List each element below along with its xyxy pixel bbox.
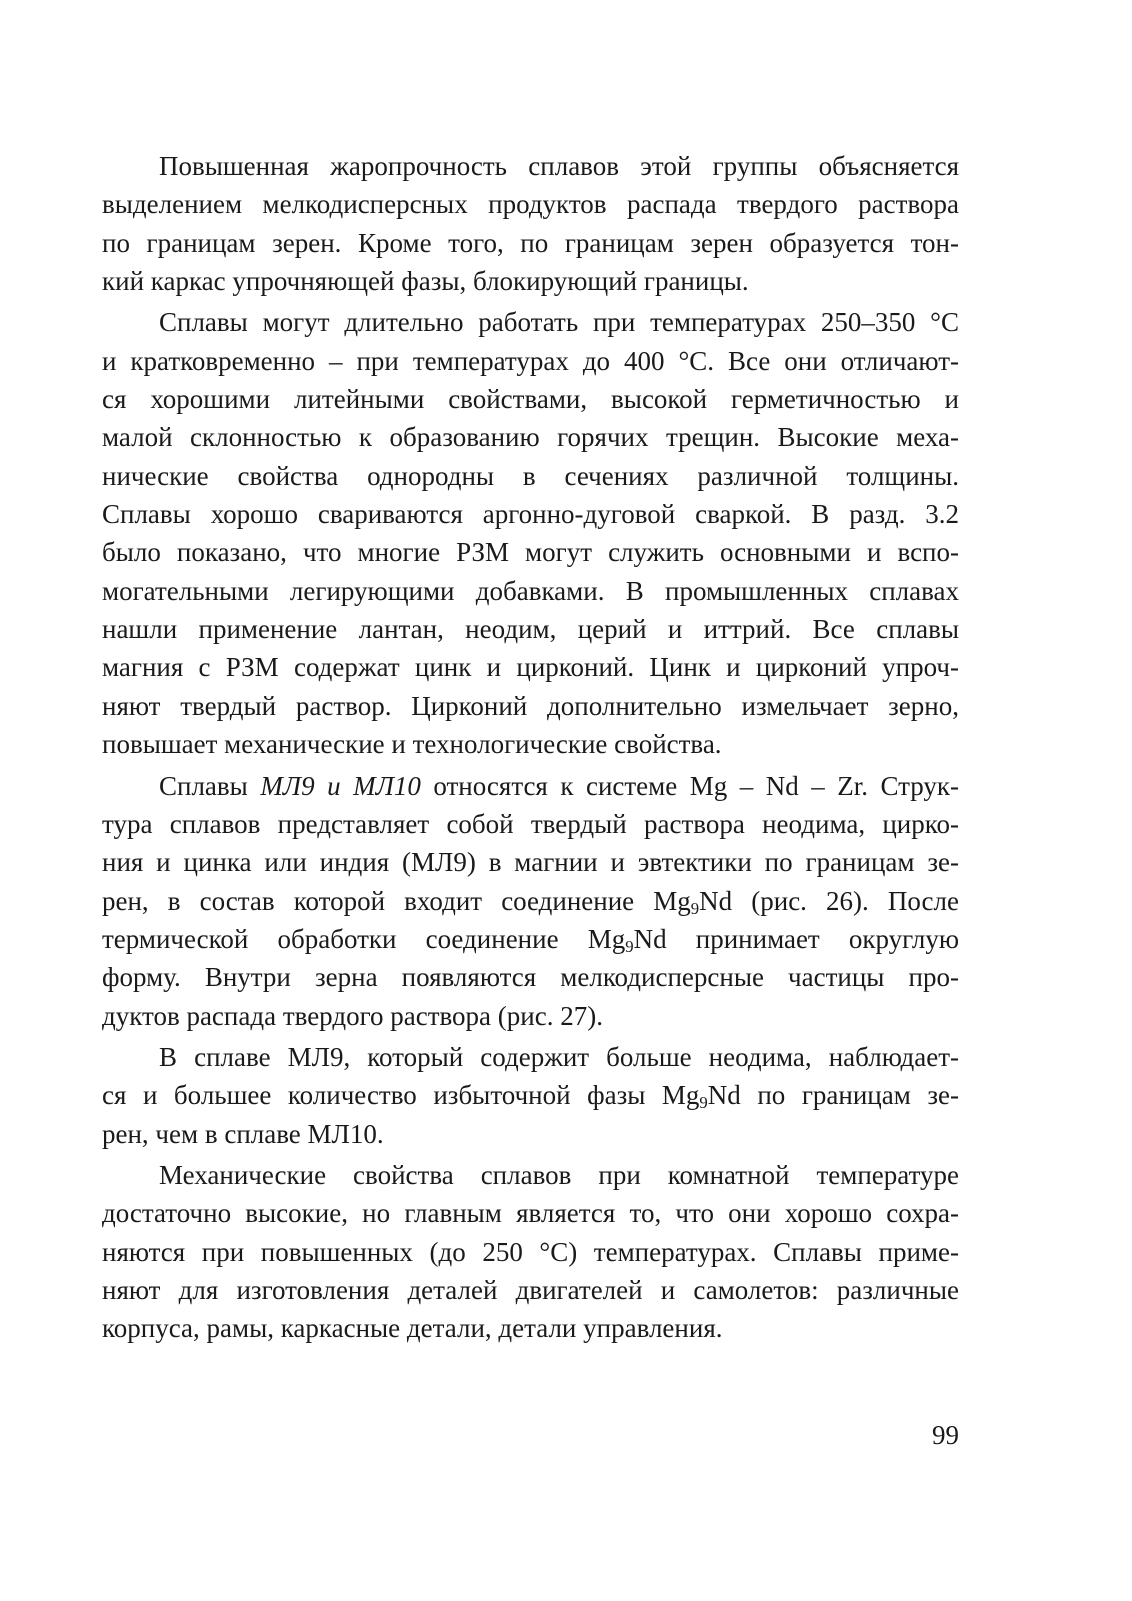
paragraph-4 [102,1038,959,1153]
alloy-names-italic: МЛ9 и МЛ10 [260,770,421,801]
text-line: было показано, что многие РЗМ могут служить основными и вспо- [102,537,959,568]
text-run: Nd (рис. 26). После [699,885,959,916]
text-line [102,882,959,920]
text-line [102,767,959,805]
text-line: Повышенная жаропрочность сплавов этой группы объясняется [159,151,959,181]
text-line: рен, чем в сплаве МЛ10. [102,1118,384,1149]
text-run: Сплавы [159,770,261,801]
text-run: термической обработки соединение Mg [102,923,626,954]
body-text [102,147,959,1348]
text-line: няются при повышенных (до 250 °С) температурах. Сплавы приме- [102,1236,959,1267]
paragraph-3 [102,767,959,1035]
text-line: Сплавы могут длительно работать при температурах 250–350 °С [159,307,959,338]
text-line: ния и цинка или индия (МЛ9) в магнии и эвтектики по границам зе- [102,847,959,878]
text-line: и кратковременно – при температурах до 400 °С. Все они отличают- [102,345,959,376]
page-number: 99 [932,1420,959,1450]
text-line: В сплаве МЛ9, который содержит больше неодима, наблюдает- [159,1041,959,1072]
text-line: Сплавы хорошо свариваются аргонно-дуговой сваркой. В разд. 3.2 [102,499,959,530]
text-line: тура сплавов представляет собой твердый раствора неодима, цирко- [102,808,959,839]
text-line [102,1076,959,1114]
text-run: Nd принимает округлую [633,923,960,954]
subscript: 9 [625,937,634,957]
subscript: 9 [690,898,700,918]
text-line: по границам зерен. Кроме того, по границам зерен образуется тон- [102,227,959,258]
text-line: няют твердый раствор. Цирконий дополнительно измельчает зерно, [102,690,959,721]
text-run: ся и большее количество избыточной фазы Mg [102,1080,700,1111]
text-line: ся хорошими литейными свойствами, высокой герметичностью и [102,384,959,415]
text-line: корпуса, рамы, каркасные детали, детали управления. [102,1313,723,1344]
text-line: малой склонностью к образованию горячих трещин. Высокие меха- [102,422,959,453]
text-line: магния с РЗМ содержат цинк и цирконий. Цинк и цирконий упроч- [102,652,959,683]
text-line: Механические свойства сплавов при комнатной температуре [159,1159,959,1190]
paragraph-2 [102,303,959,763]
text-line: форму. Внутри зерна появляются мелкодисперсные частицы про- [102,962,959,993]
text-line: дуктов распада твердого раствора (рис. 27). [102,1000,603,1031]
text-line [102,920,959,958]
text-run: Nd по границам зе- [707,1080,959,1111]
text-line: могательными легирующими добавками. В промышленных сплавах [102,575,959,606]
text-line: выделением мелкодисперсных продуктов распада твердого раствора [102,189,959,220]
paragraph-5 [102,1156,959,1348]
subscript: 9 [699,1093,708,1113]
paragraph-1 [102,147,959,300]
text-line: нические свойства однородны в сечениях различной толщины. [102,460,959,491]
text-line: повышает механические и технологические свойства. [102,729,722,760]
text-line: кий каркас упрочняющей фазы, блокирующий границы. [102,266,749,297]
text-line: достаточно высокие, но главным является то, что они хорошо сохра- [102,1198,959,1229]
text-run: рен, в состав которой входит соединение Mg [102,885,691,916]
text-line: нашли применение лантан, неодим, церий и иттрий. Все сплавы [102,614,959,645]
text-run: относятся к системе Mg – Nd – Zr. Струк- [420,770,959,801]
text-line: няют для изготовления деталей двигателей и самолетов: различные [102,1274,959,1305]
